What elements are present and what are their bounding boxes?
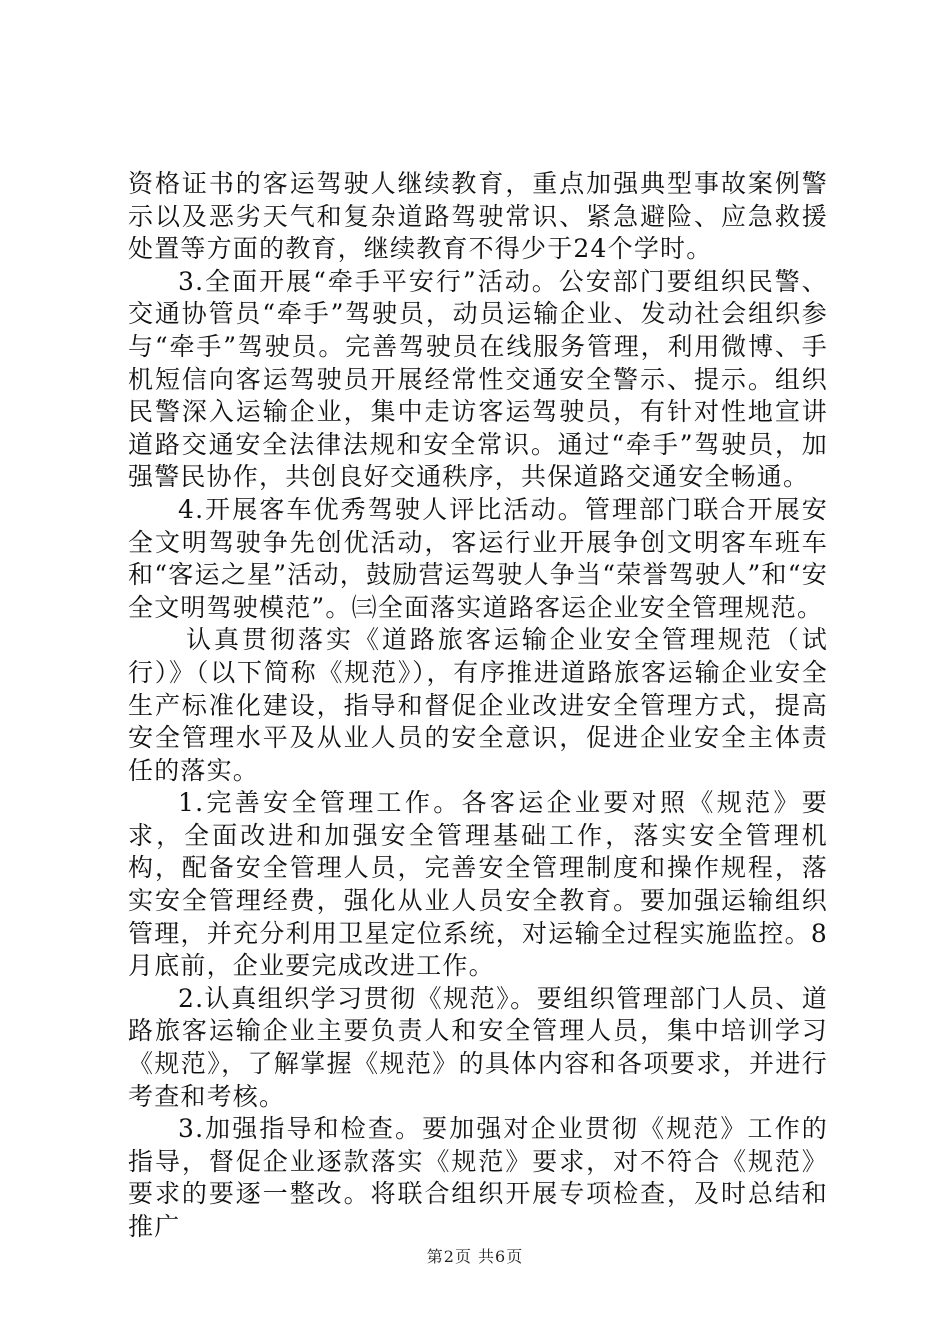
paragraph: 3.全面开展“牵手平安行”活动。公安部门要组织民警、交通协管员“牵手”驾驶员，动员运输企业、发动社会组织参与“牵手”驾驶员。完善驾驶员在线服务管理，利用微博、手机短信向客运驾驶员开展经常性交通安全警示、提示。组织民警深入运输企业，集中走访客运驾驶员，有针对性地宣讲道路交通安全法律法规和安全常识。通过“牵手”驾驶员，加强警民协作，共创良好交通秩序，共保道路交通安全畅通。 (128, 266, 828, 492)
paragraph: 1.完善安全管理工作。各客运企业要对照《规范》要求，全面改进和加强安全管理基础工作，落实安全管理机构，配备安全管理人员，完善安全管理制度和操作规程，落实安全管理经费，强化从业人员安全教育。要加强运输组织管理，并充分利用卫星定位系统，对运输全过程实施监控。8月底前，企业要完成改进工作。 (128, 788, 828, 981)
paragraph: 3.加强指导和检查。要加强对企业贯彻《规范》工作的指导，督促企业逐款落实《规范》要求，对不符合《规范》要求的要逐一整改。将联合组织开展专项检查，及时总结和推广 (128, 1114, 828, 1241)
paragraph: 2.认真组织学习贯彻《规范》。要组织管理部门人员、道路旅客运输企业主要负责人和安全管理人员，集中培训学习《规范》，了解掌握《规范》的具体内容和各项要求，并进行考查和考核。 (128, 983, 828, 1111)
paragraph: 资格证书的客运驾驶人继续教育，重点加强典型事故案例警示以及恶劣天气和复杂道路驾驶常识、紧急避险、应急救援处置等方面的教育，继续教育不得少于24个学时。 (128, 169, 828, 264)
paragraph: 认真贯彻落实《道路旅客运输企业安全管理规范（试行）》（以下简称《规范》），有序推进道路旅客运输企业安全生产标准化建设，指导和督促企业改进安全管理方式，提高安全管理水平及从业人员的安全意识，促进企业安全主体责任的落实。 (128, 625, 828, 785)
document-body (128, 168, 828, 1244)
paragraph: 4.开展客车优秀驾驶人评比活动。管理部门联合开展安全文明驾驶争先创优活动，客运行业开展争创文明客车班车和“客运之星”活动，鼓励营运驾驶人争当“荣誉驾驶人”和“安全文明驾驶模范”。㈢全面落实道路客运企业安全管理规范。 (128, 494, 828, 622)
page-number-footer: 第2页 共6页 (426, 1247, 524, 1266)
